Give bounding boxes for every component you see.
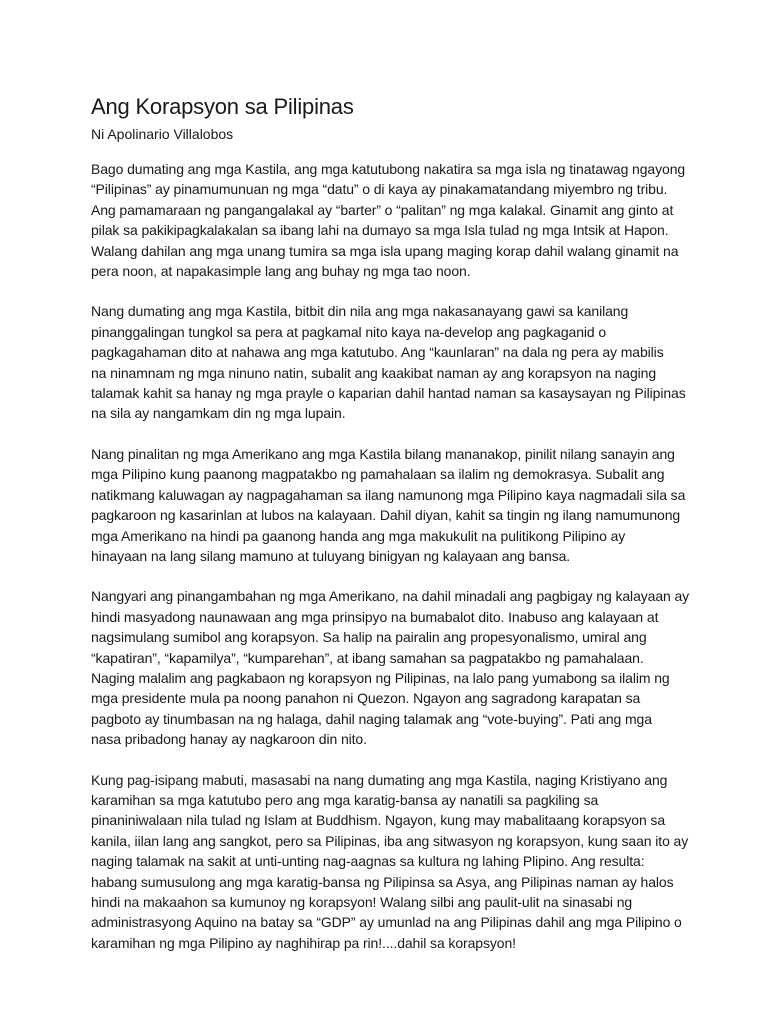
text-line: kanila, iilan lang ang sangkot, pero sa Pilipinas, iba ang sitwasyon ng korapsyon, kung saan ito ay: [91, 832, 689, 849]
text-line: pagkaroon ng kasarinlan at lubos na kalayaan. Dahil diyan, kahit sa tingin ng ilang namumunong: [91, 507, 681, 524]
text-line: mga presidente mula pa noong panahon ni Quezon. Ngayon ang sagradong karapatan sa: [91, 690, 641, 707]
text-line: Bago dumating ang mga Kastila, ang mga katutubong nakatira sa mga isla ng tinatawag ngayong: [91, 161, 686, 177]
text-line: mga Pilipino kung paanong magpatakbo ng pamahalaan sa ilalim ng demokrasya. Subalit ang: [91, 466, 665, 483]
paragraph-5: [91, 770, 691, 954]
text-line: Ang pamamaraan ng pangangalakal ay “barter” o “palitan” ng mga kalakal. Ginamit ang ginto at: [91, 201, 674, 218]
paragraph-3: [91, 444, 691, 566]
text-line: “Pilipinas” ay pinamumunuan ng mga “datu” o di kaya ay pinakamatandang miyembro ng tribu.: [91, 181, 668, 198]
text-line: na sila ay nangamkam din ng mga lupain.: [91, 405, 346, 422]
text-line: administrasyong Aquino na batay sa “GDP” ay umunlad na ang Pilipinas dahil ang mga Pilipino o: [91, 914, 682, 931]
text-line: nasa pribadong hanay ay nagkaroon din nito.: [91, 731, 367, 748]
text-line: pilak sa pakikipagkalakalan sa ibang lahi na dumayo sa mga Isla tulad ng mga Intsik at Hapon.: [91, 222, 669, 239]
text-line: Kung pag-isipang mabuti, masasabi na nang dumating ang mga Kastila, naging Kristiyano ang: [91, 771, 668, 788]
document-page: [91, 93, 691, 973]
paragraph-1: [91, 159, 691, 281]
text-line: natikmang kaluwagan ay nagpagahaman sa ilang namunong mga Pilipino kaya nagmadali sila sa: [91, 486, 686, 503]
text-line: Nangyari ang pinangambahan ng mga Amerikano, na dahil minadali ang pagbigay ng kalayaan ay: [91, 588, 690, 605]
text-line: pinanggalingan tungkol sa pera at pagkamal nito kaya na-develop ang pagkaganid o: [91, 323, 607, 340]
text-line: na ninamnam ng mga ninuno natin, subalit ang kaakibat naman ay ang korapsyon na naging: [91, 364, 657, 381]
text-line: “kapatiran”, “kapamilya”, “kumparehan”, at ibang samahan sa pagpatakbo ng pamahalaan.: [91, 649, 644, 666]
text-line: habang sumusulong ang mga karatig-bansa ng Pilipinsa sa Asya, ang Pilipinas naman ay halos: [91, 873, 674, 890]
text-line: Walang dahilan ang mga unang tumira sa mga isla upang maging korap dahil walang ginamit na: [91, 242, 679, 259]
text-line: mga Amerikano na hindi pa gaanong handa ang mga makukulit na pulitikong Pilipino ay: [91, 527, 626, 544]
text-line: karamihan ng mga Pilipino ay naghihirap pa rin!....dahil sa korapsyon!: [91, 934, 516, 951]
paragraph-4: [91, 586, 691, 749]
text-line: pera noon, at napakasimple lang ang buhay ng mga tao noon.: [91, 263, 471, 280]
text-line: hindi na makaahon sa kumunoy ng korapsyon! Walang silbi ang paulit-ulit na sinasabi ng: [91, 894, 633, 910]
text-line: karamihan sa mga katutubo pero ang mga karatig-bansa ay nanatili sa pagkiling sa: [91, 791, 599, 808]
text-line: naging talamak na sakit at unti-unting nag-aagnas sa kultura ng lahing Plipino. Ang resulta:: [91, 853, 645, 870]
text-line: Naging malalim ang pagkabaon ng korapsyon ng Pilipinas, na lalo pang yumabong sa ilalim ng: [91, 669, 670, 686]
text-line: Nang pinalitan ng mga Amerikano ang mga Kastila bilang mananakop, pinilit nilang sanayin ang: [91, 445, 675, 462]
text-line: hinayaan na lang silang mamuno at tuluyang binigyan ng kalayaan ang bansa.: [91, 547, 571, 564]
paragraph-2: [91, 301, 691, 423]
document-author: Ni Apolinario Villalobos: [91, 126, 234, 142]
text-line: hindi masyadong naunawaan ang mga prinsipyo na bumabalot dito. Inabuso ang kalayaan at: [91, 608, 659, 625]
text-line: pinaniniwalaan nila tulad ng Islam at Buddhism. Ngayon, kung may mabalitaang korapsyon sa: [91, 812, 666, 829]
text-line: nagsimulang sumibol ang korapsyon. Sa halip na pairalin ang propesyonalismo, umiral ang: [91, 629, 647, 646]
text-line: Nang dumating ang mga Kastila, bitbit din nila ang mga nakasanayang gawi sa kanilang: [91, 303, 629, 320]
text-line: talamak kahit sa hanay ng mga prayle o kaparian dahil hantad naman sa kasaysayan ng Pilipinas: [91, 385, 686, 402]
text-line: pagboto ay tinumbasan na ng halaga, dahil naging talamak ang “vote-buying”. Pati ang mga: [91, 710, 652, 727]
text-line: pagkagahaman dito at nahawa ang mga katutubo. Ang “kaunlaran” na dala ng pera ay mabilis: [91, 344, 664, 361]
document-title: Ang Korapsyon sa Pilipinas: [91, 94, 354, 119]
